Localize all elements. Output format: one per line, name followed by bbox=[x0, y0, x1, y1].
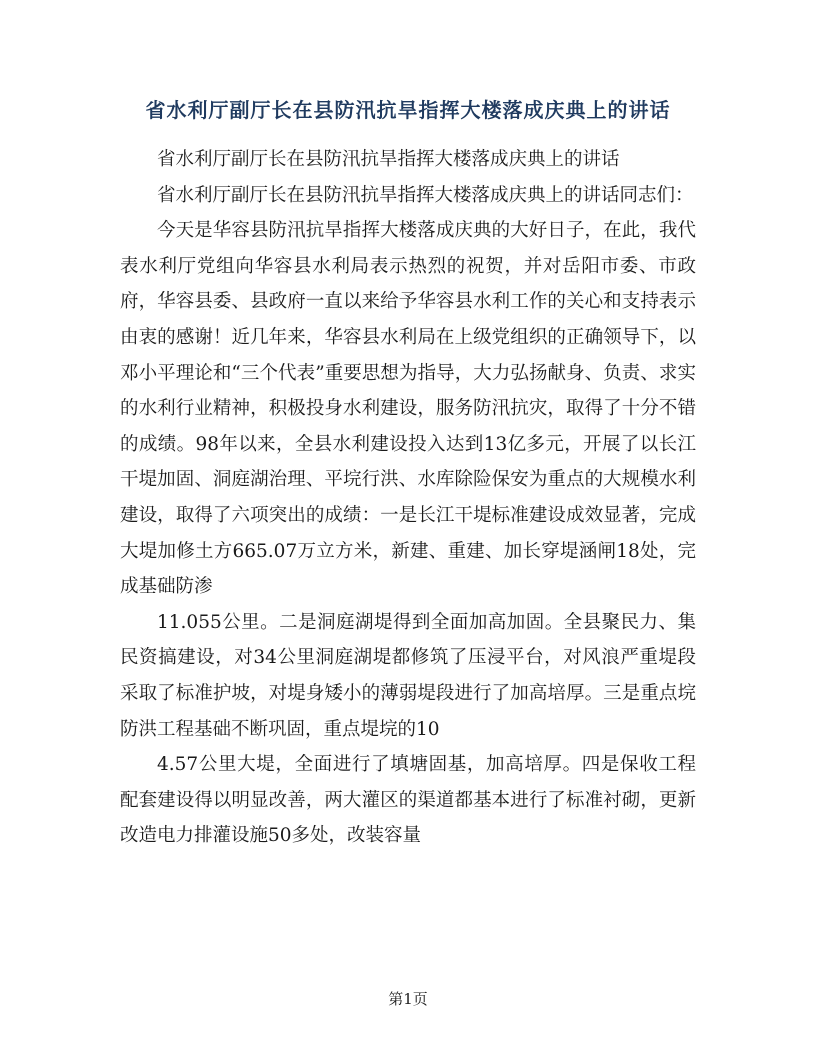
paragraph: 11.055公里。二是洞庭湖堤得到全面加高加固。全县聚民力、集民资搞建设，对34公里洞庭湖堤都修筑了压浸平台，对风浪严重堤段采取了标准护坡，对堤身矮小的薄弱堤段进行了加高培厚。三是重点垸防洪工程基础不断巩固，重点堤垸的10 bbox=[120, 611, 696, 740]
document-title: 省水利厅副厅长在县防汛抗旱指挥大楼落成庆典上的讲话 bbox=[145, 98, 671, 122]
paragraph: 省水利厅副厅长在县防汛抗旱指挥大楼落成庆典上的讲话 bbox=[157, 149, 620, 170]
paragraph: 省水利厅副厅长在县防汛抗旱指挥大楼落成庆典上的讲话同志们： bbox=[157, 184, 694, 206]
paragraph: 今天是华容县防汛抗旱指挥大楼落成庆典的大好日子，在此，我代表水利厅党组向华容县水利局表示热烈的祝贺，并对岳阳市委、市政府，华容县委、县政府一直以来给予华容县水利工作的关心和支持表示由衷的感谢！近几年来，华容县水利局在上级党组织的正确领导下，以邓小平理论和“三个代表”重要思想为指导，大力弘扬献身、负责、求实的水利行业精神，积极投身水利建设，服务防汛抗灾，取得了十分不错的成绩。98年以来，全县水利建设投入达到13亿多元，开展了以长江干堤加固、洞庭湖治理、平垸行洪、水库除险保安为重点的大规模水利建设，取得了六项突出的成绩：一是长江干堤标准建设成效显著，完成大堤加修土方665.07万立方米，新建、重建、加长穿堤涵闸18处，完成基础防渗 bbox=[120, 220, 696, 598]
page-number: 第1页 bbox=[388, 990, 428, 1008]
paragraph: 4.57公里大堤，全面进行了填塘固基，加高培厚。四是保收工程配套建设得以明显改善，两大灌区的渠道都基本进行了标准衬砌，更新改造电力排灌设施50多处，改装容量 bbox=[120, 754, 696, 847]
document-body bbox=[120, 142, 696, 854]
